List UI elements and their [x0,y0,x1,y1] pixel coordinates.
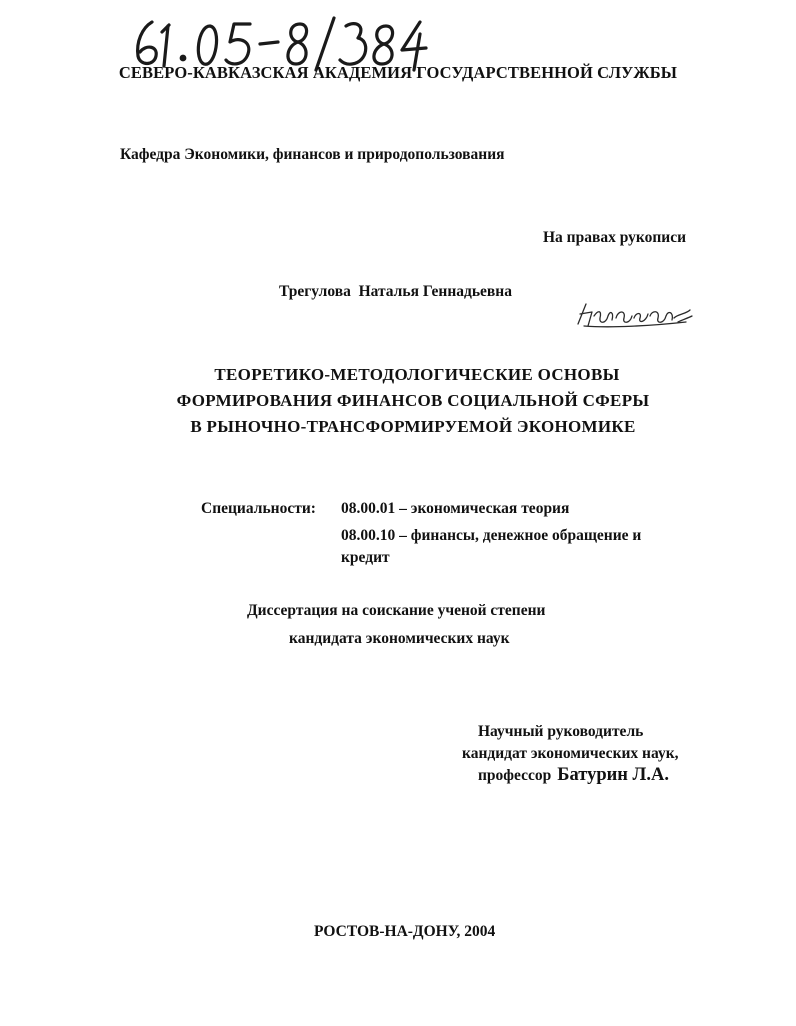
department-name: Кафедра Экономики, финансов и природопользования [120,146,505,163]
supervisor-name-line [478,766,669,785]
dissertation-degree-line-1: Диссертация на соискание ученой степени [247,602,546,619]
manuscript-rights-note: На правах рукописи [543,229,687,246]
dissertation-title-line-2: ФОРМИРОВАНИЯ ФИНАНСОВ СОЦИАЛЬНОЙ СФЕРЫ [176,391,650,410]
specialty-item: 08.00.01 – экономическая теория [341,500,570,517]
dissertation-title-line-1: ТЕОРЕТИКО-МЕТОДОЛОГИЧЕСКИЕ ОСНОВЫ [214,365,620,384]
supervisor-title: Научный руководитель [478,723,644,740]
dissertation-degree-line-2: кандидата экономических наук [289,630,510,647]
specialty-item-continuation: кредит [341,549,390,566]
city-and-year: РОСТОВ-НА-ДОНУ, 2004 [314,923,496,940]
specialty-item: 08.00.10 – финансы, денежное обращение и [341,527,642,544]
supervisor-rank: профессор [478,767,552,784]
supervisor-degree: кандидат экономических наук, [462,745,679,762]
author-name: Трегулова Наталья Геннадьевна [279,283,512,300]
supervisor-name: Батурин Л.А. [557,765,669,785]
institution-name: СЕВЕРО-КАВКАЗСКАЯ АКАДЕМИЯ ГОСУДАРСТВЕННОЙ СЛУЖБЫ [118,63,678,82]
dissertation-title-line-3: В РЫНОЧНО-ТРАНСФОРМИРУЕМОЙ ЭКОНОМИКЕ [190,417,636,436]
author-signature [570,296,695,332]
specialties-label: Специальности: [201,500,316,517]
